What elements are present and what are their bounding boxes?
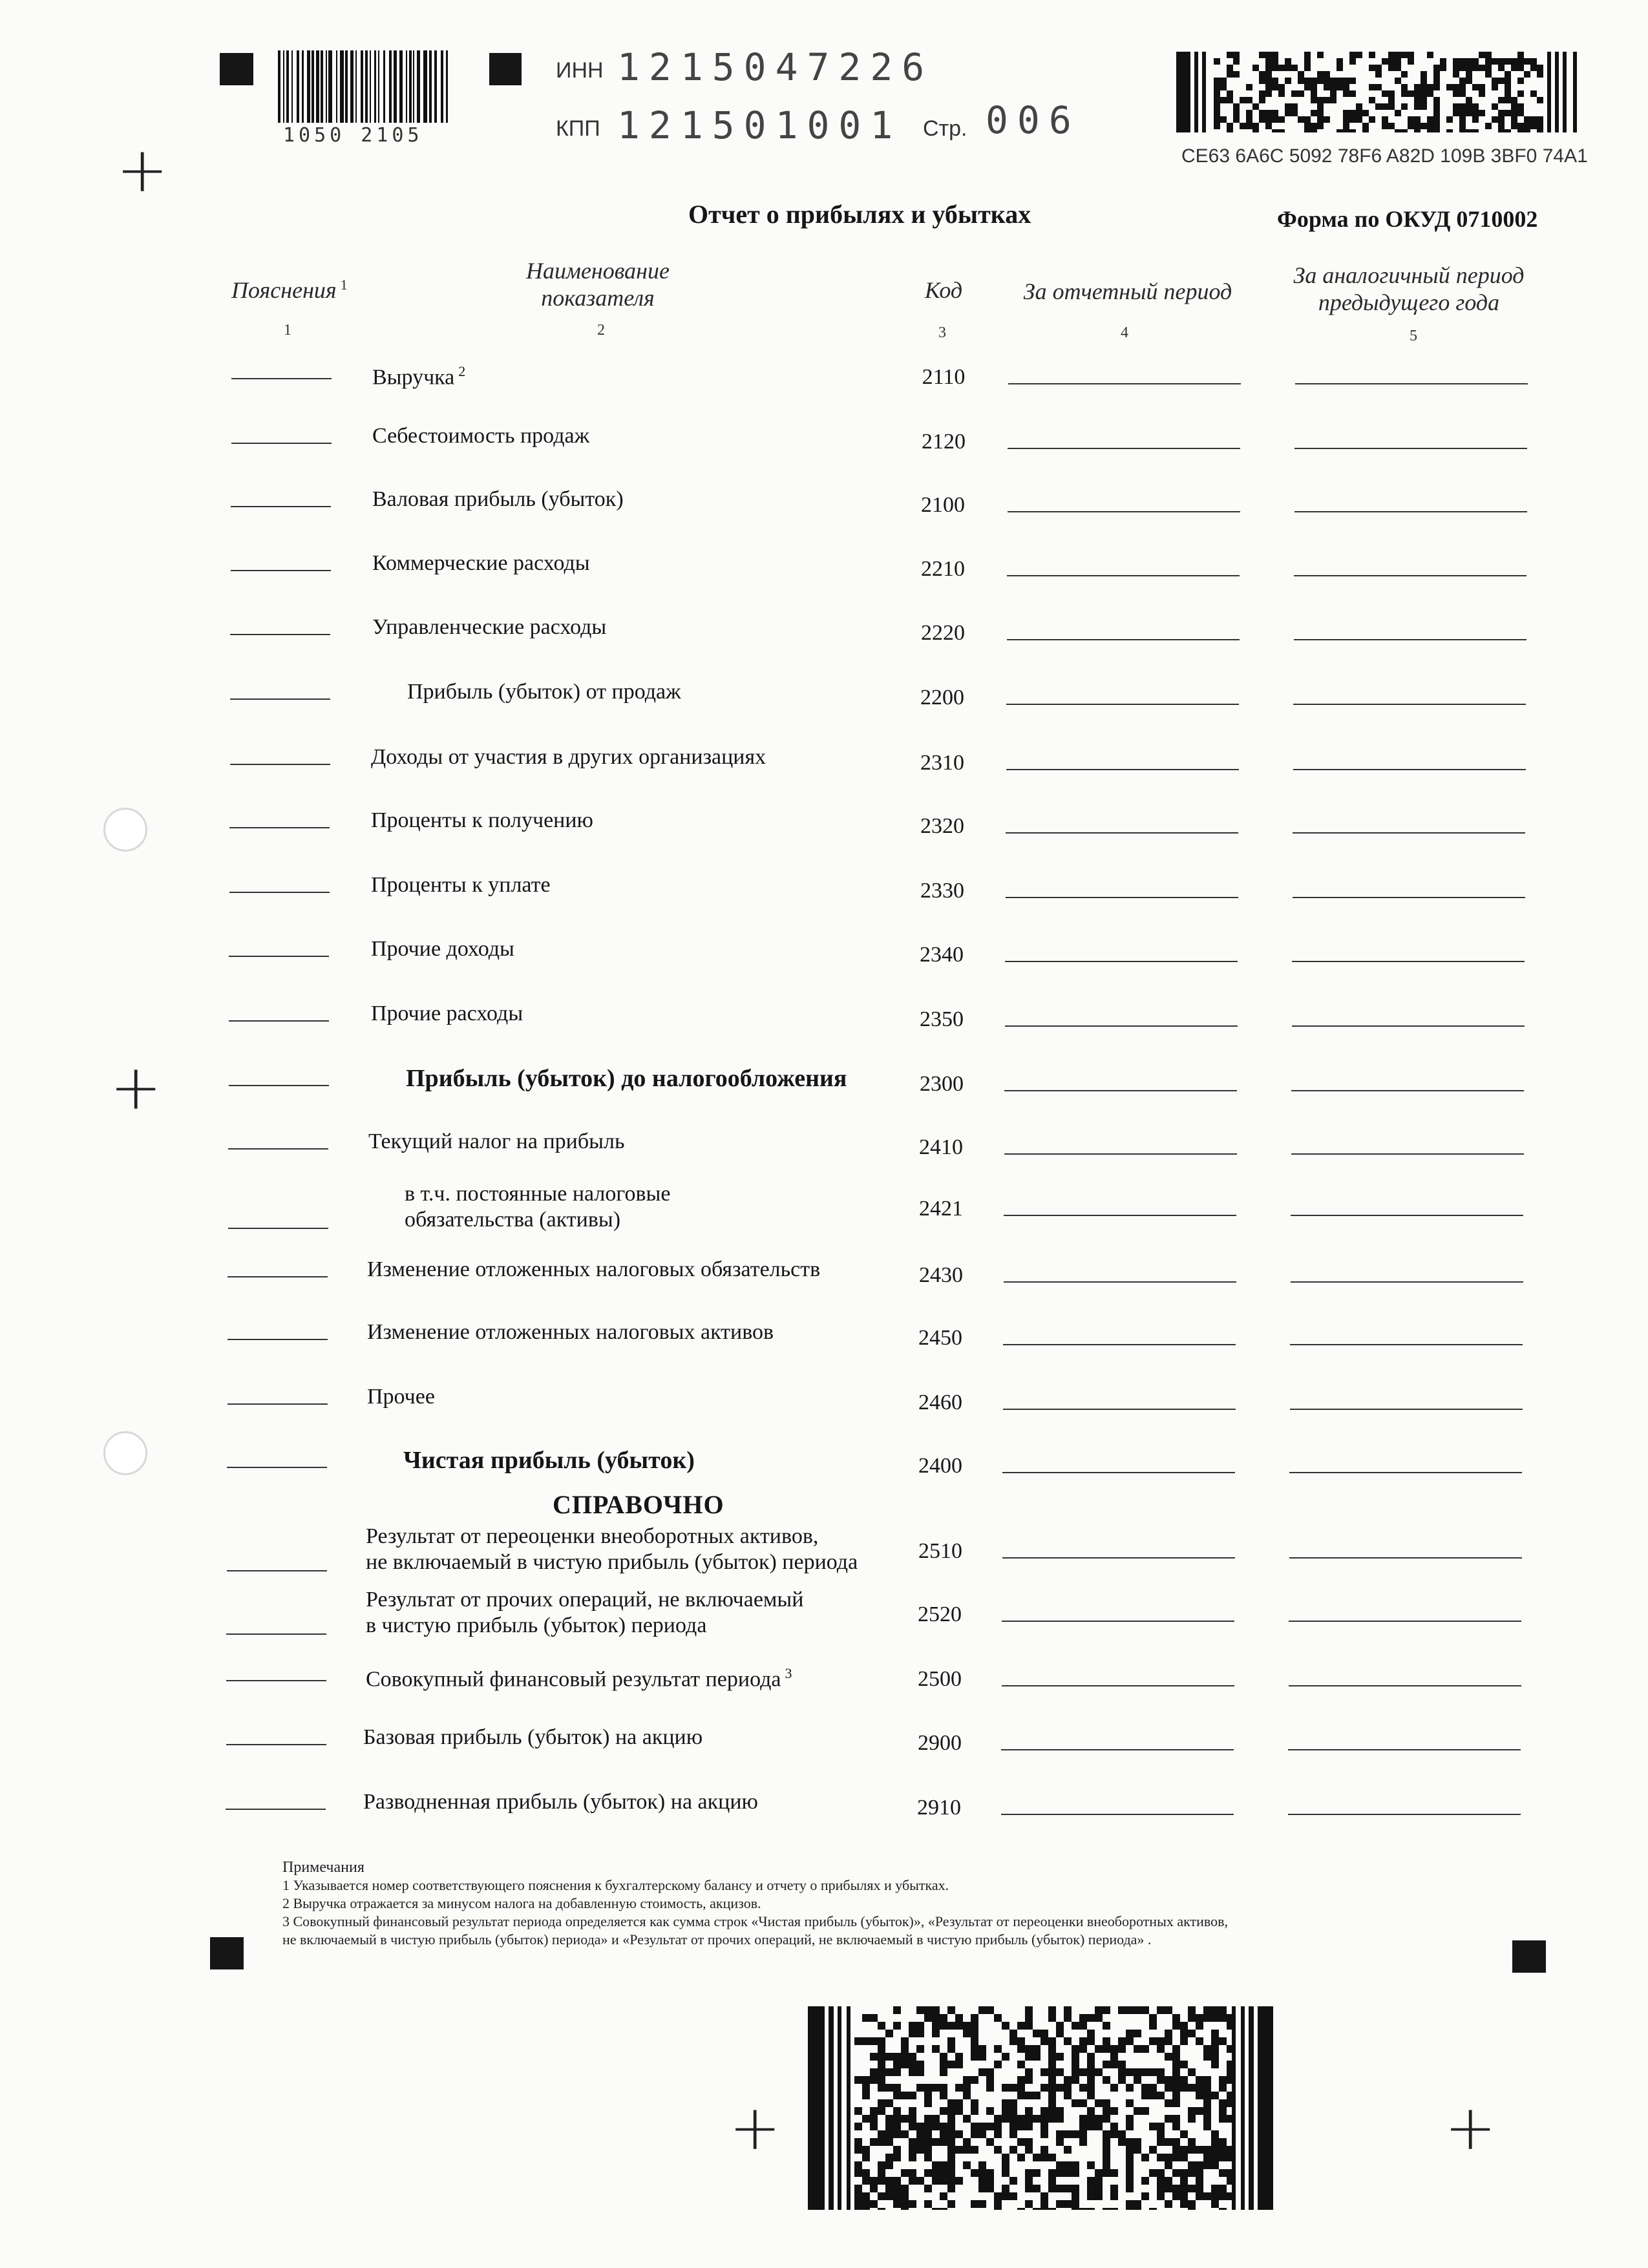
row-label-text-line2: в чистую прибыль (убыток) периода: [366, 1613, 707, 1637]
row-label-text: Валовая прибыль (убыток): [372, 487, 624, 511]
registration-square-top-mid: [489, 53, 522, 85]
crosshair-mark-bottom-right: +: [1444, 2092, 1497, 2164]
explanation-field[interactable]: [230, 634, 330, 635]
explanation-field[interactable]: [227, 1276, 328, 1277]
row-label: [367, 1257, 820, 1283]
row-code: 2330: [920, 879, 964, 903]
row-label-text: Доходы от участия в других организациях: [371, 745, 766, 769]
row-label-text: Проценты к уплате: [371, 873, 551, 897]
row-code: 2400: [918, 1454, 962, 1478]
column-header-code: Код: [924, 277, 963, 303]
reporting-period-value-field[interactable]: [1002, 1472, 1235, 1473]
row-label-text: Текущий налог на прибыль: [368, 1129, 625, 1153]
previous-period-value-field[interactable]: [1294, 511, 1527, 512]
reporting-period-value-field[interactable]: [1004, 1215, 1236, 1216]
row-label: [372, 551, 590, 576]
kpp-value: 121501001: [617, 103, 902, 147]
previous-period-value-field[interactable]: [1295, 383, 1528, 384]
row-label: [371, 744, 766, 770]
punch-hole-lower: [103, 1431, 147, 1475]
reporting-period-value-field[interactable]: [1003, 1409, 1236, 1410]
reporting-period-value-field[interactable]: [1005, 1025, 1238, 1027]
row-label-text: Прочее: [367, 1385, 435, 1409]
row-code: 2350: [920, 1007, 964, 1031]
reporting-period-value-field[interactable]: [1008, 383, 1241, 384]
explanation-field[interactable]: [229, 827, 330, 828]
row-label-text: Прочие расходы: [371, 1002, 523, 1025]
kpp-label: КПП: [556, 116, 600, 141]
reporting-period-value-field[interactable]: [1001, 1814, 1234, 1815]
previous-period-value-field[interactable]: [1294, 639, 1527, 640]
row-label: [363, 1789, 758, 1815]
previous-period-value-field[interactable]: [1291, 1090, 1524, 1091]
column-header-name: Наименование показателя: [525, 258, 670, 311]
notes-section: [282, 1858, 1510, 1949]
inn-value: 1215047226: [617, 45, 934, 89]
row-label-text: Выручка: [372, 365, 455, 390]
row-label-text: Проценты к получению: [371, 808, 593, 832]
row-label-text: Результат от переоценки внеоборотных активов,: [366, 1524, 819, 1548]
previous-period-value-field[interactable]: [1289, 1685, 1521, 1686]
previous-period-value-field[interactable]: [1290, 1344, 1523, 1345]
row-label-text: Коммерческие расходы: [372, 551, 590, 575]
row-label: [368, 1129, 624, 1155]
row-label-text: Прочие доходы: [371, 937, 514, 961]
explanation-field[interactable]: [227, 1570, 327, 1571]
reporting-period-value-field[interactable]: [1004, 1090, 1237, 1091]
explanation-field[interactable]: [229, 956, 329, 957]
footnote-marker: 3: [785, 1665, 792, 1681]
previous-period-value-field[interactable]: [1294, 575, 1527, 576]
note-line-1: 1 Указывается номер соответствующего пояснения к бухгалтерскому балансу и отчету о прибылях и убытках.: [282, 1877, 949, 1893]
row-label: [363, 1725, 703, 1750]
row-label-text-line2: не включаемый в чистую прибыль (убыток) периода: [366, 1550, 858, 1574]
previous-period-value-field[interactable]: [1294, 448, 1527, 449]
column-number-1: 1: [284, 322, 291, 339]
previous-period-value-field[interactable]: [1291, 1281, 1523, 1283]
row-label-text: Чистая прибыль (убыток): [403, 1447, 695, 1474]
row-label: [372, 423, 589, 449]
row-label-text: Управленческие расходы: [372, 615, 607, 639]
column-header-reporting-period: За отчетный период: [1023, 278, 1232, 304]
page-value: 006: [986, 98, 1081, 142]
row-code: 2410: [919, 1135, 963, 1159]
explanation-field[interactable]: [230, 764, 330, 765]
form-okud-label: Форма по ОКУД 0710002: [1277, 206, 1538, 232]
explanation-field[interactable]: [226, 1744, 326, 1745]
registration-square-bottom-left: [210, 1937, 244, 1969]
page-label: Стр.: [923, 116, 967, 141]
row-label: [403, 1447, 695, 1473]
row-label: [371, 936, 514, 962]
row-code: 2120: [922, 430, 966, 454]
previous-period-value-field[interactable]: [1288, 1749, 1521, 1750]
explanation-field[interactable]: [228, 1148, 328, 1150]
reporting-period-value-field[interactable]: [1008, 448, 1240, 449]
reporting-period-value-field[interactable]: [1006, 832, 1238, 834]
explanation-field[interactable]: [231, 378, 332, 379]
row-code: 2220: [921, 621, 965, 645]
row-code: 2300: [920, 1072, 964, 1096]
column-number-2: 2: [597, 322, 605, 339]
row-code: 2460: [918, 1391, 962, 1414]
note-line-2: 2 Выручка отражается за минусом налога на добавленную стоимость, акцизов.: [282, 1895, 761, 1911]
row-label-text: Совокупный финансовый результат периода: [366, 1667, 781, 1692]
previous-period-value-field[interactable]: [1292, 961, 1525, 962]
previous-period-value-field[interactable]: [1292, 1025, 1525, 1027]
explanation-field[interactable]: [226, 1633, 326, 1635]
row-code: 2500: [918, 1667, 962, 1691]
row-code: 2520: [918, 1602, 962, 1626]
reporting-period-value-field[interactable]: [1003, 1344, 1236, 1345]
row-label-text: Результат от прочих операций, не включаемый: [366, 1588, 804, 1612]
explanation-field[interactable]: [231, 570, 331, 571]
explanation-field[interactable]: [228, 1228, 328, 1229]
row-code: 2430: [919, 1263, 963, 1287]
row-code: 2910: [917, 1796, 961, 1820]
column-header-notes: Пояснения $^1$: [231, 277, 348, 303]
explanation-field[interactable]: [229, 1085, 329, 1086]
row-code: 2510: [918, 1539, 962, 1563]
row-label: [366, 1587, 803, 1639]
row-code: 2421: [919, 1197, 963, 1221]
previous-period-value-field[interactable]: [1289, 1621, 1521, 1622]
previous-period-value-field[interactable]: [1293, 704, 1526, 705]
previous-period-value-field[interactable]: [1291, 1153, 1524, 1155]
reference-heading: СПРАВОЧНО: [553, 1490, 724, 1519]
row-label: [366, 1524, 858, 1575]
reporting-period-value-field[interactable]: [1001, 1749, 1234, 1750]
row-label: [405, 1181, 670, 1233]
barcode-2d-code: CE63 6A6C 5092 78F6 A82D 109B 3BF0 74A1: [1181, 145, 1588, 167]
row-label: [372, 614, 606, 640]
note-line-4: не включаемый в чистую прибыль (убыток) периода» и «Результат от прочих операций, не включаемый в чистую прибыль (убыток) периода» .: [282, 1931, 1152, 1948]
previous-period-value-field[interactable]: [1293, 897, 1525, 898]
row-code: 2310: [920, 751, 964, 775]
column-number-4: 4: [1121, 324, 1128, 341]
explanation-field[interactable]: [227, 1403, 328, 1405]
column-header-previous-period: За аналогичный период предыдущего года: [1293, 262, 1525, 315]
row-code: 2450: [918, 1326, 962, 1350]
row-code: 2100: [921, 493, 965, 517]
reporting-period-value-field[interactable]: [1006, 704, 1239, 705]
row-label-text: Прибыль (убыток) от продаж: [407, 680, 681, 704]
row-label: [367, 1384, 435, 1410]
reporting-period-value-field[interactable]: [1007, 639, 1240, 640]
row-label-text: Базовая прибыль (убыток) на акцию: [363, 1725, 703, 1749]
row-label-text: Изменение отложенных налоговых обязательств: [367, 1257, 821, 1281]
row-code: 2200: [920, 686, 964, 709]
reporting-period-value-field[interactable]: [1008, 511, 1240, 512]
column-number-5: 5: [1410, 328, 1417, 344]
row-label: [372, 487, 624, 512]
row-label-text: Прибыль (убыток) до налогообложения: [406, 1065, 847, 1092]
column-number-3: 3: [938, 324, 946, 341]
previous-period-value-field[interactable]: [1293, 832, 1525, 834]
row-label: [407, 679, 681, 705]
registration-square-top-left: [220, 53, 253, 85]
row-label-text-line2: обязательства (активы): [405, 1208, 621, 1232]
row-label: [371, 808, 593, 834]
row-label: [372, 359, 465, 390]
barcode-number: 1050 2105: [283, 124, 423, 147]
previous-period-value-field[interactable]: [1290, 1409, 1523, 1410]
row-label-text: Себестоимость продаж: [372, 424, 590, 448]
registration-square-bottom-right: [1512, 1940, 1546, 1973]
reporting-period-value-field[interactable]: [1002, 1557, 1235, 1559]
row-code: 2340: [920, 943, 964, 967]
report-title: Отчет о прибылях и убытках: [688, 200, 1031, 229]
row-code: 2110: [922, 365, 966, 389]
explanation-field[interactable]: [229, 892, 330, 893]
barcode-2d-top: [1176, 52, 1577, 132]
reporting-period-value-field[interactable]: [1006, 897, 1238, 898]
reporting-period-value-field[interactable]: [1004, 1281, 1236, 1283]
row-label: [366, 1661, 792, 1692]
row-code: 2210: [921, 557, 965, 581]
explanation-field[interactable]: [226, 1680, 326, 1681]
previous-period-value-field[interactable]: [1288, 1814, 1521, 1815]
crosshair-mark-top-left: +: [116, 134, 169, 206]
previous-period-value-field[interactable]: [1291, 1215, 1523, 1216]
row-code: 2320: [920, 814, 964, 838]
row-label: [371, 1001, 523, 1027]
reporting-period-value-field[interactable]: [1002, 1621, 1234, 1622]
notes-heading: Примечания: [282, 1859, 364, 1876]
row-label-text: Изменение отложенных налоговых активов: [367, 1320, 774, 1344]
reporting-period-value-field[interactable]: [1005, 961, 1238, 962]
reporting-period-value-field[interactable]: [1006, 769, 1239, 770]
explanation-field[interactable]: [231, 506, 331, 507]
row-label: [371, 872, 551, 898]
punch-hole-upper: [103, 808, 147, 852]
explanation-field[interactable]: [230, 698, 330, 700]
crosshair-mark-middle-left: +: [110, 1051, 162, 1124]
note-line-3: 3 Совокупный финансовый результат периода определяется как сумма строк «Чистая прибыль (убыток)», «Результат от переоценки внеоборотных активов,: [282, 1913, 1229, 1929]
crosshair-mark-bottom-left: +: [729, 2092, 781, 2164]
reporting-period-value-field[interactable]: [1002, 1685, 1234, 1686]
previous-period-value-field[interactable]: [1289, 1557, 1522, 1559]
previous-period-value-field[interactable]: [1289, 1472, 1522, 1473]
footnote-marker: 2: [458, 363, 466, 379]
row-label-text: в т.ч. постоянные налоговые: [405, 1182, 671, 1206]
row-label-text: Разводненная прибыль (убыток) на акцию: [363, 1790, 758, 1814]
explanation-field[interactable]: [227, 1339, 328, 1340]
reporting-period-value-field[interactable]: [1004, 1153, 1237, 1155]
barcode-2d-bottom: [808, 2006, 1273, 2210]
explanation-field[interactable]: [226, 1809, 326, 1810]
previous-period-value-field[interactable]: [1293, 769, 1526, 770]
row-label: [367, 1319, 774, 1345]
row-code: 2900: [918, 1731, 962, 1755]
explanation-field[interactable]: [231, 443, 332, 444]
linear-barcode: [278, 50, 449, 123]
inn-label: ИНН: [556, 58, 604, 83]
explanation-field[interactable]: [227, 1467, 327, 1468]
row-label: [406, 1066, 847, 1091]
explanation-field[interactable]: [229, 1020, 329, 1022]
reporting-period-value-field[interactable]: [1007, 575, 1240, 576]
